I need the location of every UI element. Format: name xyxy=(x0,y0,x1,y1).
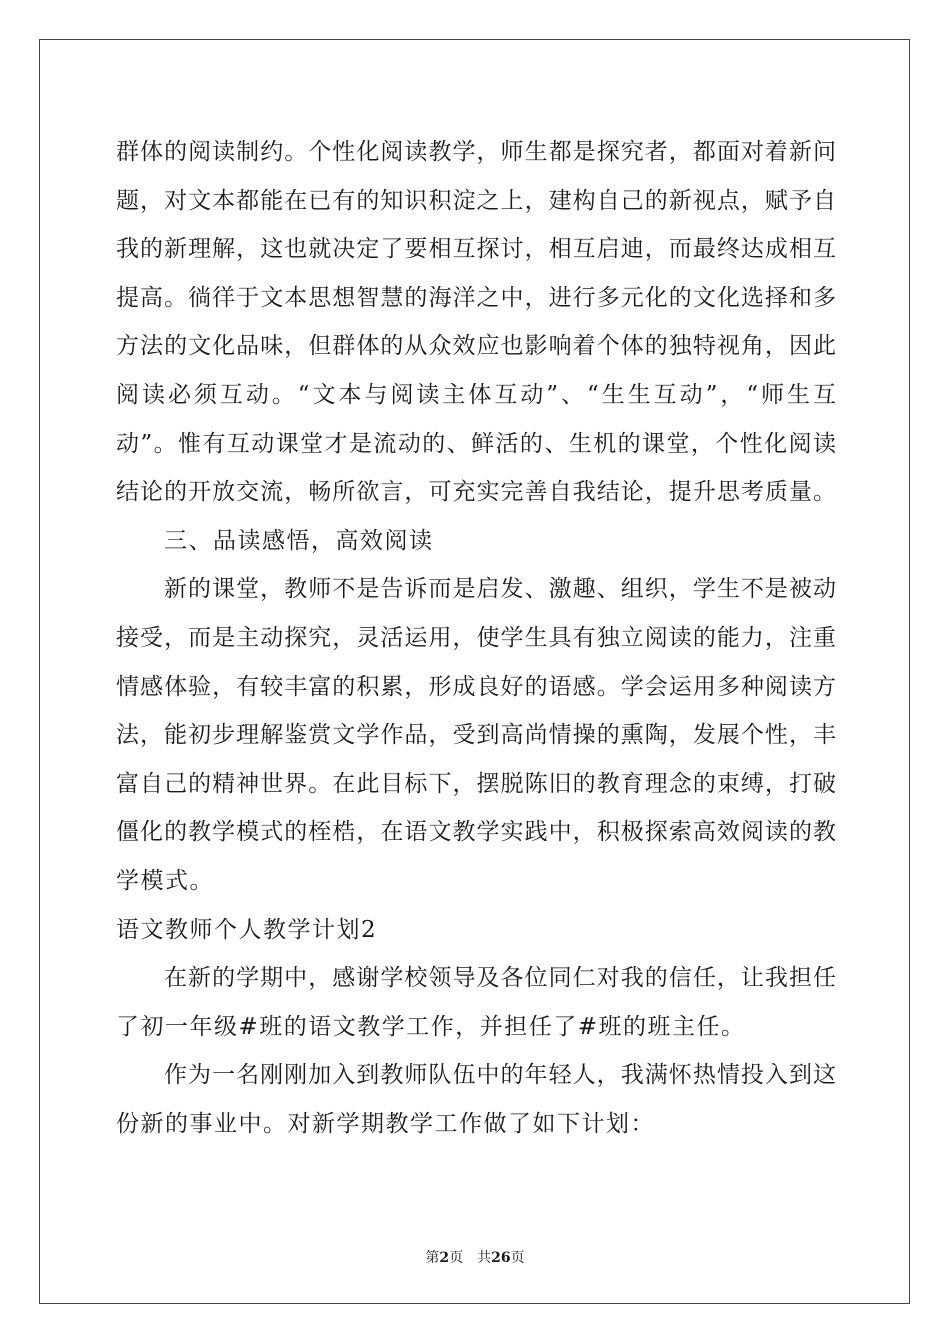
text-line: 我的新理解，这也就决定了要相互探讨，相互启迪，而最终达成相互 xyxy=(116,236,836,263)
page-footer xyxy=(0,1247,950,1267)
text-line: 方法的文化品味，但群体的从众效应也影响着个体的独特视角，因此 xyxy=(116,333,836,360)
text-line: 新的课堂，教师不是告诉而是启发、激趣、组织，学生不是被动 xyxy=(164,576,836,603)
total-prefix: 共 xyxy=(477,1250,492,1266)
text-line: 富自己的精神世界。在此目标下，摆脱陈旧的教育理念的束缚，打破 xyxy=(116,770,836,797)
page-suffix: 页 xyxy=(449,1250,464,1266)
text-line: 提高。徜徉于文本思想智慧的海洋之中，进行多元化的文化选择和多 xyxy=(116,284,836,311)
text-line: 接受，而是主动探究，灵活运用，使学生具有独立阅读的能力，注重 xyxy=(116,624,836,651)
page-prefix: 第 xyxy=(425,1250,440,1266)
text-line: 份新的事业中。对新学期教学工作做了如下计划： xyxy=(116,1110,655,1137)
document-body xyxy=(116,128,836,1148)
text-line: 法，能初步理解鉴赏文学作品，受到高尚情操的熏陶，发展个性，丰 xyxy=(116,722,836,749)
text-line: 在新的学期中，感谢学校领导及各位同仁对我的信任，让我担任 xyxy=(164,965,836,992)
text-line: 僵化的教学模式的桎梏，在语文教学实践中，积极探索高效阅读的教 xyxy=(116,819,836,846)
total-pages: 26 xyxy=(491,1250,511,1266)
text-line: 题，对文本都能在已有的知识积淀之上，建构自己的新视点，赋予自 xyxy=(116,187,836,214)
total-suffix: 页 xyxy=(510,1250,525,1266)
article-title: 语文教师个人教学计划2 xyxy=(116,916,378,943)
text-line: 阅读必须互动。“文本与阅读主体互动”、“生生互动”，“师生互 xyxy=(116,381,836,408)
text-line: 作为一名刚刚加入到教师队伍中的年轻人，我满怀热情投入到这 xyxy=(164,1062,836,1089)
section-heading: 三、品读感悟，高效阅读 xyxy=(164,527,434,554)
text-line: 群体的阅读制约。个性化阅读教学，师生都是探究者，都面对着新问 xyxy=(116,139,836,165)
text-line: 了初一年级#班的语文教学工作，并担任了#班的班主任。 xyxy=(116,1013,746,1040)
text-line: 结论的开放交流，畅所欲言，可充实完善自我结论，提升思考质量。 xyxy=(116,479,836,506)
text-line: 情感体验，有较丰富的积累，形成良好的语感。学会运用多种阅读方 xyxy=(116,673,836,700)
text-line: 动”。惟有互动课堂才是流动的、鲜活的、生机的课堂，个性化阅读 xyxy=(116,430,836,457)
text-line: 学模式。 xyxy=(116,867,214,894)
page-number: 2 xyxy=(439,1250,450,1266)
